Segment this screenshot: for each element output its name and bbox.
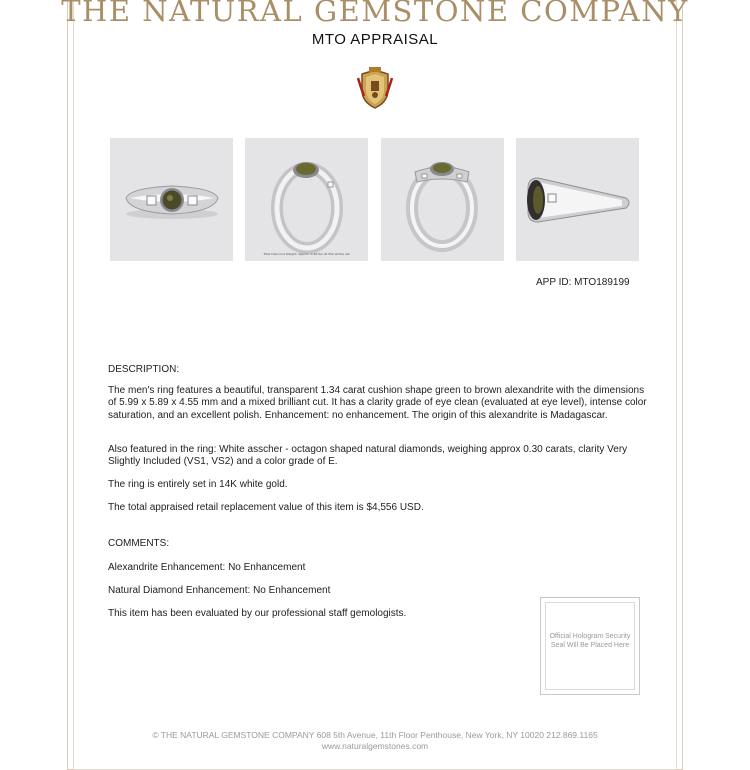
comment-diamond: Natural Diamond Enhancement: No Enhancement bbox=[108, 585, 331, 596]
description-heading: DESCRIPTION: bbox=[108, 364, 180, 375]
ring-photo-side bbox=[516, 138, 639, 261]
ring-photo-front bbox=[110, 138, 233, 261]
description-paragraph-3: The ring is entirely set in 14K white gold. bbox=[108, 479, 288, 490]
description-paragraph-1: The men's ring features a beautiful, transparent 1.34 carat cushion shape green to brown alexandrite with the dimensions of 5.99 x 5.89 x 4.55 mm and a mixed brilliant cut. It has a clarity grade of eye clean (evaluated at eye level), intense color saturation, and an excellent polish. Enhancement: no enhancement. The origin of this alexandrite is Madagascar. bbox=[108, 385, 647, 421]
crest-logo-icon bbox=[356, 66, 394, 110]
seal-text: Official Hologram Security Seal Will Be Placed Here bbox=[549, 633, 631, 649]
description-paragraph-4: The total appraised retail replacement value of this item is $4,556 USD. bbox=[108, 502, 424, 513]
comments-heading: COMMENTS: bbox=[108, 538, 170, 549]
photo-caption: Total Diamond Weight: Approx. 0.30ctw (D-VS2 white) est. bbox=[263, 252, 351, 256]
document-title: MTO APPRAISAL bbox=[311, 31, 439, 48]
ring-photo-angle bbox=[245, 138, 368, 261]
appraisal-id: APP ID: MTO189199 bbox=[536, 277, 630, 288]
footer-address: © THE NATURAL GEMSTONE COMPANY 608 5th Avenue, 11th Floor Penthouse, New York, NY 10020 212.869.1165 bbox=[152, 730, 598, 740]
comment-alexandrite: Alexandrite Enhancement: No Enhancement bbox=[108, 562, 306, 573]
company-name: THE NATURAL GEMSTONE COMPANY bbox=[61, 0, 689, 28]
ring-photo-top bbox=[381, 138, 504, 261]
description-paragraph-2: Also featured in the ring: White asscher - octagon shaped natural diamonds, weighing approx 0.30 carats, clarity Very Slightly Included (VS1, VS2) and a color grade of E. bbox=[108, 444, 628, 468]
comment-evaluation: This item has been evaluated by our professional staff gemologists. bbox=[108, 608, 407, 619]
footer-website: www.naturalgemstones.com bbox=[321, 741, 429, 751]
hologram-seal-placeholder bbox=[540, 597, 640, 695]
